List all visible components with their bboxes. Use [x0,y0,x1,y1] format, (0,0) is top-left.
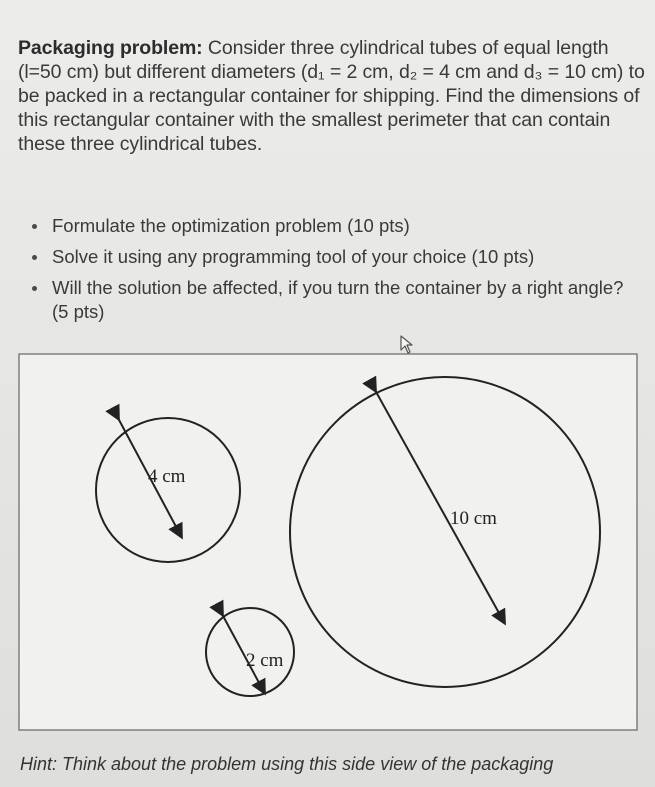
packaging-side-view [18,352,638,732]
task-item-formulate: Formulate the optimization problem (10 pts) [30,214,630,238]
problem-statement [18,36,646,156]
diameter-label-2cm: 2 cm [246,650,284,671]
packaging-diagram [18,352,638,732]
container-rectangle [19,354,637,730]
diameter-label-10cm: 10 cm [450,508,497,529]
diameter-label-4cm: 4 cm [148,466,186,487]
task-item-rotate: Will the solution be affected, if you turn the container by a right angle? (5 pts) [30,276,630,324]
hint-text: Hint: Think about the problem using this side view of the packaging [20,754,554,774]
problem-text: Consider three cylindrical tubes of equal length (l=50 cm) but different diameters (d₁ = 2 cm, d₂ = 4 cm and d₃ = 10 cm) to be packed in a rectangular container for shipping. Find the dimensions of this rectangular container with the smallest perimeter that can contain these three cylindrical tubes. [18,37,645,155]
problem-label: Packaging problem: [18,37,203,59]
task-list [30,214,630,331]
task-item-solve: Solve it using any programming tool of your choice (10 pts) [30,245,630,269]
